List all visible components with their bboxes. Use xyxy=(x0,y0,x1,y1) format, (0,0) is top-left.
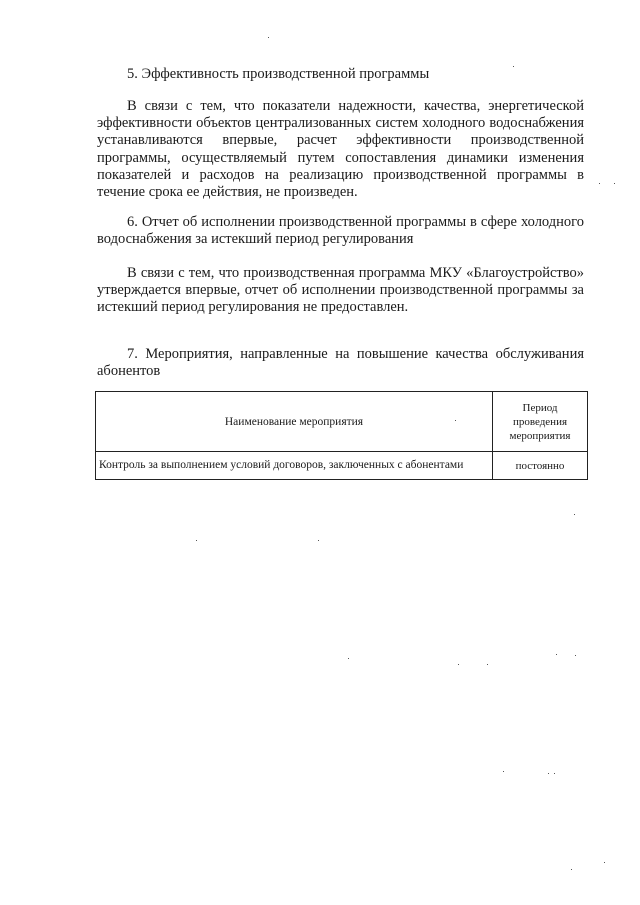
section-5-heading: 5. Эффективность производственной программы xyxy=(127,66,430,82)
scan-speck xyxy=(268,37,269,38)
scan-speck xyxy=(196,540,197,541)
scan-speck xyxy=(455,420,456,421)
scan-speck xyxy=(574,514,575,515)
table-cell-name: Контроль за выполнением условий договоров, заключенных с абонентами xyxy=(96,452,493,480)
scan-speck xyxy=(503,771,504,772)
table-cell-period: постоянно xyxy=(493,452,588,480)
scan-speck xyxy=(575,655,576,656)
scan-speck xyxy=(599,183,600,184)
scan-speck xyxy=(318,540,319,541)
section-7-heading: 7. Мероприятия, направленные на повышение качества обслуживания абонентов xyxy=(97,346,584,380)
scan-speck xyxy=(614,183,615,184)
table-header-name: Наименование мероприятия xyxy=(96,392,493,452)
scan-speck xyxy=(554,773,555,774)
table-header-row xyxy=(96,392,588,452)
measures-table xyxy=(95,391,588,480)
scan-speck xyxy=(556,654,557,655)
section-5-body: В связи с тем, что показатели надежности, качества, энергетической эффективности объектов централизованных систем холодного водоснабжения устанавливаются впервые, расчет эффективности производственной программы, осуществляемый путем сопоставления динамики изменения показателей и расходов на реализацию производственной программы в течение срока ее действия, не произведен. xyxy=(97,98,584,201)
scan-speck xyxy=(487,664,488,665)
scan-speck xyxy=(604,862,605,863)
scan-speck xyxy=(458,664,459,665)
section-6-body: В связи с тем, что производственная программа МКУ «Благоустройство» утверждается впервые, отчет об исполнении производственной программы за истекший период регулирования не предоставлен. xyxy=(97,265,584,316)
scan-speck xyxy=(513,66,514,67)
table-header-period: Период проведения мероприятия xyxy=(493,392,588,452)
table-row xyxy=(96,452,588,480)
scan-speck xyxy=(571,869,572,870)
section-6-heading: 6. Отчет об исполнении производственной программы в сфере холодного водоснабжения за истекший период регулирования xyxy=(97,214,584,248)
scan-speck xyxy=(348,658,349,659)
scan-speck xyxy=(548,773,549,774)
